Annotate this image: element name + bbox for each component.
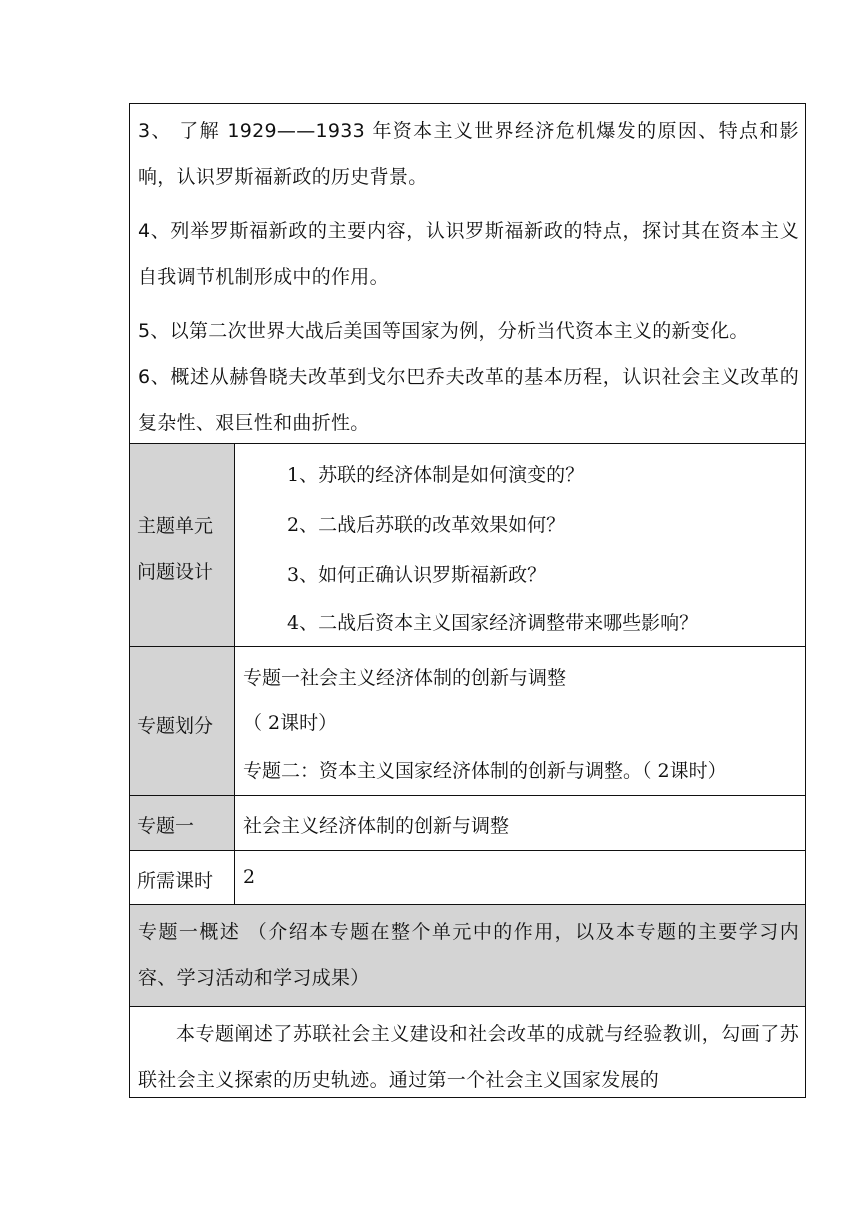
topic-division-line3: 专题二：资本主义国家经济体制的创新与调整。（ 2课时） [243,760,727,782]
objective-6: 6、概述从赫鲁晓夫改革到戈尔巴乔夫改革的基本历程，认识社会主义改革的复杂性、艰巨性和曲折性。 [138,366,799,434]
overview-header: 专题一概述 （介绍本专题在整个单元中的作用，以及本专题的主要学习内容、学习活动和学习成果） [138,921,799,989]
question-item: 3、如何正确认识罗斯福新政？ [287,564,547,586]
topic-one-label: 专题一 [137,815,195,837]
overview-body: 本专题阐述了苏联社会主义建设和社会改革的成就与经验教训，勾画了苏联社会主义探索的历史轨迹。通过第一个社会主义国家发展的 [138,1023,799,1091]
question-design-label-line1: 主题单元 [137,515,214,537]
overview-header-cell [130,905,805,1007]
class-hours-value: 2 [243,866,256,888]
objective-5: 5、以第二次世界大战后美国等国家为例，分析当代资本主义的新变化。 [138,320,749,342]
topic-division-label-cell [130,647,234,796]
question-item: 2、二战后苏联的改革效果如何？ [287,514,566,536]
question-item: 4、二战后资本主义国家经济调整带来哪些影响？ [287,612,699,634]
topic-division-line1: 专题一社会主义经济体制的创新与调整 [243,667,567,689]
topic-division-line2: （ 2课时） [243,712,338,734]
overview-body-cell [130,1007,805,1099]
curriculum-table [129,103,806,1098]
question-item: 1、苏联的经济体制是如何演变的？ [287,464,585,486]
question-design-label-cell [130,444,234,647]
objectives-cell [130,104,805,445]
question-design-label-line2: 问题设计 [137,561,214,583]
column-divider [234,444,235,905]
topic-one-value: 社会主义经济体制的创新与调整 [243,815,510,837]
topic-division-label: 专题划分 [137,715,214,737]
class-hours-label-cell [130,851,234,905]
class-hours-label: 所需课时 [137,870,214,892]
objective-4: 4、列举罗斯福新政的主要内容，认识罗斯福新政的特点，探讨其在资本主义自我调节机制形成中的作用。 [138,220,799,288]
topic-one-label-cell [130,796,234,851]
objective-3: 3、 了解 1929——1933 年资本主义世界经济危机爆发的原因、特点和影响，认识罗斯福新政的历史背景。 [138,120,799,188]
